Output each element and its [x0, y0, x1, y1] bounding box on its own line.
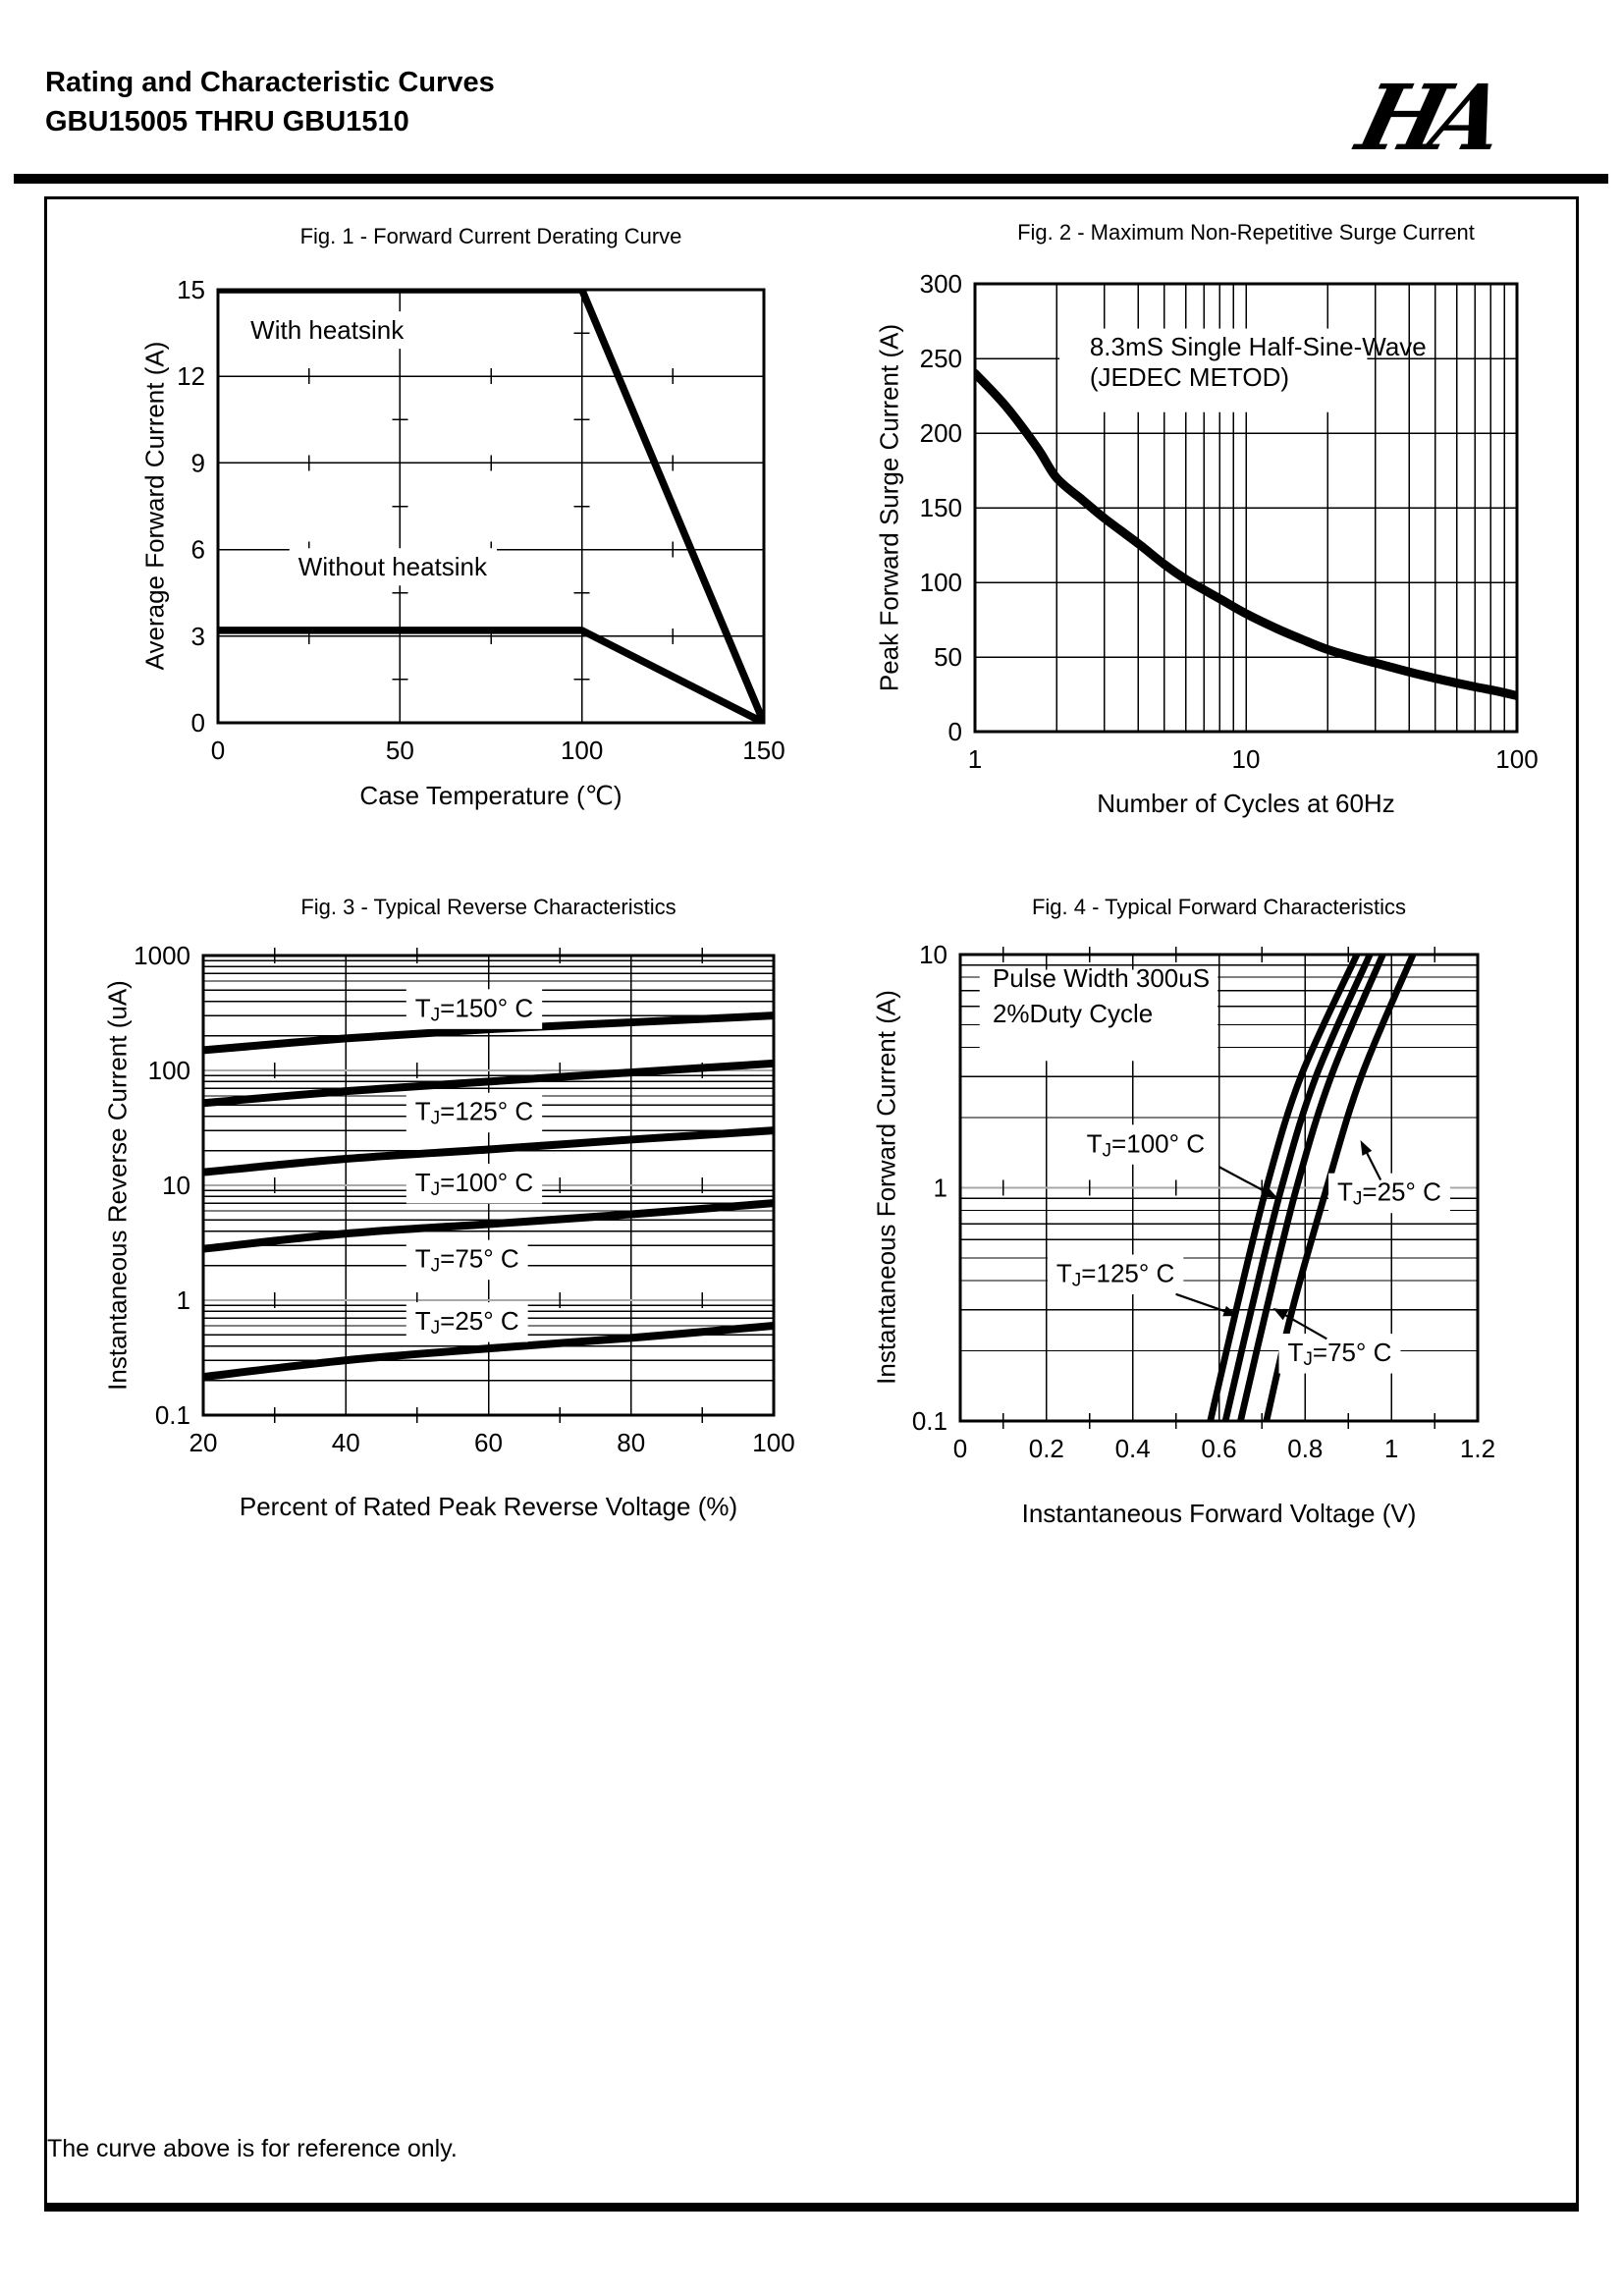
- fig3-x-tick: 60: [474, 1428, 503, 1457]
- fig3-title: Fig. 3 - Typical Reverse Characteristics: [300, 895, 676, 919]
- fig4-curve-label: $T_J=75^\circ$ C: [1287, 1338, 1392, 1370]
- fig1-curves: [218, 290, 764, 723]
- fig1-y-tick: 15: [177, 275, 205, 304]
- fig1-title: Fig. 1 - Forward Current Derating Curve: [299, 224, 682, 248]
- fig1-y-tick: 9: [190, 448, 205, 478]
- fig1-curve-label: With heatsink: [250, 315, 405, 346]
- fig4-arrow: [1176, 1294, 1232, 1314]
- fig1-x-tick: 0: [210, 736, 226, 765]
- fig4-y-tick: 10: [919, 940, 947, 969]
- fig2-annotations: [1059, 329, 1427, 412]
- fig4-x-tick: 1: [1383, 1434, 1399, 1463]
- fig3-x-tick: 40: [331, 1428, 360, 1457]
- fig3-y-tick: 1000: [134, 941, 190, 970]
- fig1-curve-with-heatsink: [218, 290, 764, 723]
- fig4-curve-label: Pulse Width 300uS 2%Duty Cycle: [992, 963, 1211, 1029]
- footer-note: The curve above is for reference only.: [47, 2135, 458, 2162]
- fig1-y-tick: 12: [177, 361, 205, 392]
- fig4-curve-label: $T_J=25^\circ$ C: [1337, 1176, 1441, 1210]
- fig4-y-tick: 0.1: [911, 1406, 947, 1436]
- fig2-x-tick: 1: [967, 744, 983, 774]
- fig3-y-tick: 10: [162, 1171, 190, 1200]
- fig3-curve-label: $T_J=150^\circ$ C: [414, 993, 534, 1025]
- fig4-title: Fig. 4 - Typical Forward Characteristics: [1031, 895, 1407, 919]
- fig4-y-tick: 1: [933, 1173, 947, 1203]
- fig4-annotations: [980, 963, 1217, 1061]
- fig3-x-axis-label: Percent of Rated Peak Reverse Voltage (%): [239, 1492, 738, 1521]
- fig2-y-tick: 300: [919, 269, 962, 299]
- fig4-curve-label: $T_J=125^\circ$ C: [1055, 1258, 1175, 1291]
- fig2-y-tick: 150: [919, 493, 962, 522]
- fig4-x-tick: 0.8: [1287, 1434, 1324, 1463]
- fig2-x-tick: 100: [1495, 744, 1539, 774]
- fig3-curve-label: $T_J=75^\circ$ C: [414, 1243, 519, 1277]
- fig3-y-tick: 100: [147, 1056, 190, 1085]
- fig2-x-tick: 10: [1231, 744, 1261, 774]
- fig4-plot: [912, 940, 1495, 1463]
- fig3-plot: [134, 941, 795, 1457]
- fig1-plot: [177, 275, 785, 765]
- fig3-x-tick: 20: [189, 1428, 218, 1457]
- fig1-plot-border: [218, 290, 764, 723]
- fig1-y-axis-label: Average Forward Current (A): [139, 341, 170, 671]
- fig1-grid: [218, 290, 764, 723]
- fig2-title: Fig. 2 - Maximum Non-Repetitive Surge Current: [1017, 220, 1475, 245]
- fig1-y-tick: 3: [190, 621, 205, 651]
- fig4-x-tick: 1.2: [1459, 1434, 1496, 1463]
- fig4-curve-label: $T_J=100^\circ$ C: [1086, 1128, 1206, 1161]
- fig1-y-tick: 6: [190, 534, 205, 565]
- fig3-x-tick: 100: [752, 1428, 795, 1457]
- fig1-curve-label: Without heatsink: [298, 552, 488, 582]
- fig4-arrowhead: [1361, 1140, 1373, 1156]
- fig2-curve-label: 8.3mS Single Half-Sine-Wave (JEDEC METOD): [1089, 331, 1427, 392]
- fig2-y-tick: 100: [919, 568, 962, 597]
- fig3-curve-label: $T_J=125^\circ$ C: [414, 1096, 534, 1129]
- fig4-x-tick: 0: [952, 1434, 968, 1463]
- fig1-x-tick: 50: [385, 736, 414, 765]
- fig2-y-tick: 250: [919, 344, 962, 373]
- fig2-y-axis-label: Peak Forward Surge Current (A): [874, 323, 904, 692]
- fig1-curve-without-heatsink: [218, 630, 764, 723]
- fig4-arrow: [1219, 1167, 1272, 1195]
- fig4-x-tick: 0.2: [1028, 1434, 1064, 1463]
- fig4-x-tick: 0.6: [1201, 1434, 1237, 1463]
- fig4-y-axis-label: Instantaneous Forward Current (A): [871, 990, 901, 1385]
- brand-logo-text: HA: [1348, 65, 1503, 171]
- part-number-range: GBU15005 THRU GBU1510: [45, 106, 409, 137]
- fig3-y-tick: 1: [176, 1285, 190, 1315]
- fig4-x-tick: 0.4: [1114, 1434, 1151, 1463]
- fig3-curve-label: $T_J=25^\circ$ C: [414, 1306, 519, 1339]
- fig3-y-tick: 0.1: [154, 1400, 190, 1430]
- fig2-y-tick: 50: [934, 642, 962, 672]
- fig2-y-tick: 200: [919, 418, 962, 448]
- fig3-y-axis-label: Instantaneous Reverse Current (uA): [102, 980, 133, 1391]
- fig2-y-tick: 0: [947, 717, 962, 746]
- fig1-x-tick: 100: [560, 736, 604, 765]
- fig1-x-axis-label: Case Temperature (℃): [359, 781, 622, 810]
- fig4-x-axis-label: Instantaneous Forward Voltage (V): [1021, 1499, 1417, 1528]
- fig3-curve-label: $T_J=100^\circ$ C: [414, 1168, 534, 1200]
- fig1-x-tick: 150: [742, 736, 785, 765]
- fig3-x-tick: 80: [617, 1428, 646, 1457]
- fig2-x-axis-label: Number of Cycles at 60Hz: [1097, 789, 1395, 818]
- page-title: Rating and Characteristic Curves: [45, 67, 495, 98]
- fig2-plot: [920, 269, 1539, 774]
- fig1-y-tick: 0: [190, 708, 205, 738]
